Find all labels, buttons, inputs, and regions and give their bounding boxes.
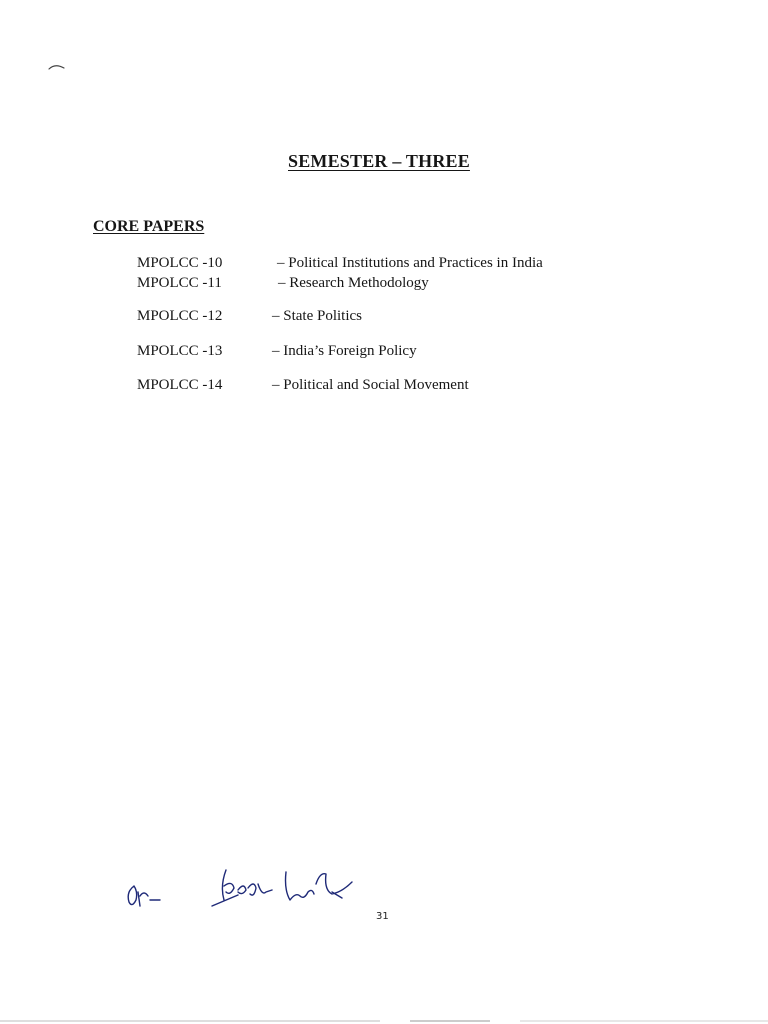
section-heading: CORE PAPERS	[93, 218, 205, 235]
page-number: 31	[376, 911, 389, 922]
signature-3	[286, 872, 353, 900]
signature-1	[128, 886, 160, 906]
signatures	[120, 862, 380, 922]
paper-description: – India’s Foreign Policy	[272, 343, 417, 359]
paper-description: – Political Institutions and Practices in India	[277, 255, 543, 271]
paper-description: – Political and Social Movement	[272, 377, 469, 393]
paper-code: MPOLCC -10	[137, 255, 223, 271]
paper-code: MPOLCC -12	[137, 308, 223, 324]
scan-mark-icon	[48, 60, 68, 72]
scan-edge	[0, 1020, 768, 1024]
page-title: SEMESTER – THREE	[288, 151, 470, 171]
paper-code: MPOLCC -11	[137, 275, 222, 291]
paper-code: MPOLCC -14	[137, 377, 223, 393]
paper-description: – Research Methodology	[278, 275, 429, 291]
signature-2	[212, 870, 272, 906]
paper-description: – State Politics	[272, 308, 362, 324]
paper-code: MPOLCC -13	[137, 343, 223, 359]
